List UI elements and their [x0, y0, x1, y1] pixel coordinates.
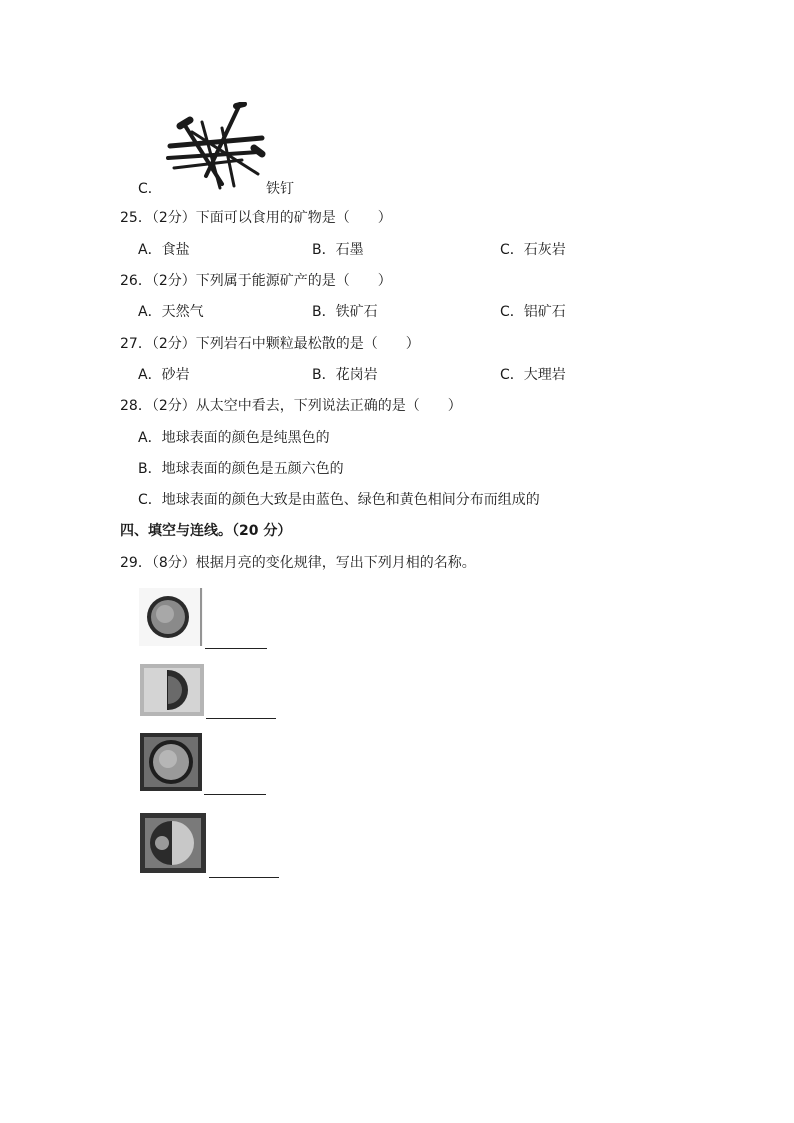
q26-option-b: B．铁矿石 — [312, 304, 378, 320]
full-moon-icon — [140, 733, 202, 791]
q28-stem: 28．（2分）从太空中看去，下列说法正确的是（ ） — [120, 398, 462, 414]
q28-option-c: C．地球表面的颜色大致是由蓝色、绿色和黄色相间分布而组成的 — [138, 492, 540, 508]
q26-option-c: C．铝矿石 — [500, 304, 566, 320]
q24-option-c-label: C． — [138, 181, 162, 197]
q27-stem: 27．（2分）下列岩石中颗粒最松散的是（ ） — [120, 336, 420, 352]
q25-option-a: A．食盐 — [138, 242, 190, 258]
q27-option-c: C．大理岩 — [500, 367, 566, 383]
q28-option-a: A．地球表面的颜色是纯黑色的 — [138, 430, 330, 446]
q25-option-c: C．石灰岩 — [500, 242, 566, 258]
answer-line-2[interactable] — [206, 718, 276, 719]
section-4-title: 四、填空与连线。（20 分） — [120, 523, 292, 539]
iron-nails-image — [162, 102, 268, 190]
q27-option-b: B．花岗岩 — [312, 367, 378, 383]
q28-option-b: B．地球表面的颜色是五颜六色的 — [138, 461, 344, 477]
answer-line-4[interactable] — [209, 877, 279, 878]
q25-stem: 25．（2分）下面可以食用的矿物是（ ） — [120, 210, 392, 226]
q29-stem: 29．（8分）根据月亮的变化规律，写出下列月相的名称。 — [120, 555, 476, 571]
answer-line-3[interactable] — [204, 794, 266, 795]
q24-option-c-text: 铁钉 — [266, 181, 294, 197]
last-quarter-moon-icon — [140, 813, 206, 873]
answer-line-1[interactable] — [205, 648, 267, 649]
q26-option-a: A．天然气 — [138, 304, 204, 320]
full-moon-icon — [139, 588, 203, 646]
first-quarter-moon-icon — [140, 664, 204, 716]
q27-option-a: A．砂岩 — [138, 367, 190, 383]
q26-stem: 26．（2分）下列属于能源矿产的是（ ） — [120, 273, 392, 289]
q25-option-b: B．石墨 — [312, 242, 364, 258]
